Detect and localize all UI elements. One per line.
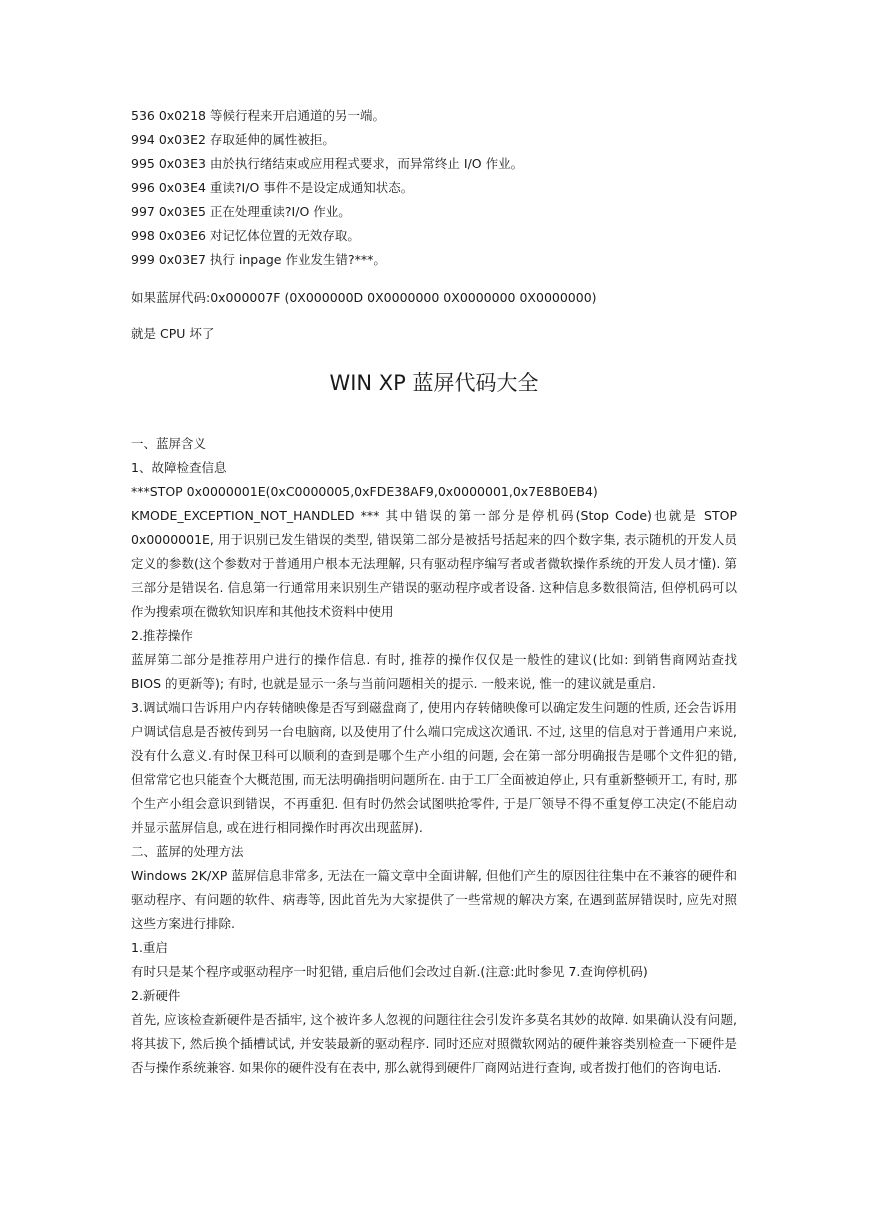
error-code-line: 999 0x03E7 执行 inpage 作业发生错?***。 xyxy=(131,252,386,267)
cpu-note: 就是 CPU 坏了 xyxy=(131,326,215,341)
error-code-line: 536 0x0218 等候行程来开启通道的另一端。 xyxy=(131,108,385,123)
paragraph: 3.调试端口告诉用户内存转储映像是否写到磁盘商了, 使用内存转储映像可以确定发生问题的性质, 还会告诉用户调试信息是否被传到另一台电脑商, 以及使用了什么端口完成这次通讯. 不过, 这里的信息对于普通用户来说, 没有什么意义.有时保卫科可以顺利的查到是哪个生产小组的问题, 会在第一部分明确报告是哪个文件犯的错, 但常常它也只能查个大概范围, 而无法明确指明问题所在. 由于工厂全面被迫停止, 只有重新整顿开工, 有时, 那个生产小组会意识到错误，不再重犯. 但有时仍然会试图哄抢零件, 于是厂领导不得不重复停工决定(不能启动并显示蓝屏信息, 或在进行相同操作时再次出现蓝屏). xyxy=(131,700,737,835)
paragraph: 有时只是某个程序或驱动程序一时犯错, 重启后他们会改过自新.(注意:此时参见 7.查询停机码) xyxy=(131,964,648,979)
paragraph: 蓝屏第二部分是推荐用户进行的操作信息. 有时, 推荐的操作仅仅是一般性的建议(比如: 到销售商网站查找 BIOS 的更新等); 有时, 也就是显示一条与当前问题相关的提示. 一般来说, 惟一的建议就是重启. xyxy=(131,652,737,691)
subsection-heading: 2.推荐操作 xyxy=(131,628,193,643)
subsection-heading: 1.重启 xyxy=(131,940,168,955)
subsection-heading: 2.新硬件 xyxy=(131,988,181,1003)
paragraph: Windows 2K/XP 蓝屏信息非常多, 无法在一篇文章中全面讲解, 但他们产生的原因往往集中在不兼容的硬件和驱动程序、有问题的软件、病毒等, 因此首先为大家提供了一些常规的解决方案, 在遇到蓝屏错误时, 应先对照这些方案进行排除. xyxy=(131,868,737,931)
subsection-heading: 1、故障检查信息 xyxy=(131,460,227,475)
error-code-line: 997 0x03E5 正在处理重读?I/O 作业。 xyxy=(131,204,351,219)
error-code-line: 996 0x03E4 重读?I/O 事件不是设定成通知状态。 xyxy=(131,180,414,195)
document-page xyxy=(131,104,737,1080)
section-heading: 一、蓝屏含义 xyxy=(131,436,207,451)
page-title: WIN XP 蓝屏代码大全 xyxy=(329,371,539,395)
paragraph: KMODE_EXCEPTION_NOT_HANDLED *** 其中错误的第一部分是停机码(Stop Code)也就是 STOP 0x0000001E, 用于识别已发生错误的类型, 错误第二部分是被括号括起来的四个数字集, 表示随机的开发人员定义的参数(这个参数对于普通用户根本无法理解, 只有驱动程序编写者或者微软操作系统的开发人员才懂). 第三部分是错误名. 信息第一行通常用来识别生产错误的驱动程序或者设备. 这种信息多数很简洁, 但停机码可以作为搜索项在微软知识库和其他技术资料中使用 xyxy=(131,508,737,619)
paragraph: 首先, 应该检查新硬件是否插牢, 这个被许多人忽视的问题往往会引发许多莫名其妙的故障. 如果确认没有问题, 将其拔下, 然后换个插槽试试, 并安装最新的驱动程序. 同时还应对照微软网站的硬件兼容类别检查一下硬件是否与操作系统兼容. 如果你的硬件没有在表中, 那么就得到硬件厂商网站进行查询, 或者拨打他们的咨询电话. xyxy=(131,1012,737,1075)
error-code-line: 995 0x03E3 由於执行绪结束或应用程式要求，而异常终止 I/O 作业。 xyxy=(131,156,524,171)
bluescreen-note: 如果蓝屏代码:0x000007F (0X000000D 0X0000000 0X0000000 0X0000000) xyxy=(131,290,597,305)
section-heading: 二、蓝屏的处理方法 xyxy=(131,844,244,859)
error-code-line: 998 0x03E6 对记忆体位置的无效存取。 xyxy=(131,228,360,243)
stop-code-line: ***STOP 0x0000001E(0xC0000005,0xFDE38AF9,0x0000001,0x7E8B0EB4) xyxy=(131,484,598,499)
error-code-line: 994 0x03E2 存取延伸的属性被拒。 xyxy=(131,132,335,147)
